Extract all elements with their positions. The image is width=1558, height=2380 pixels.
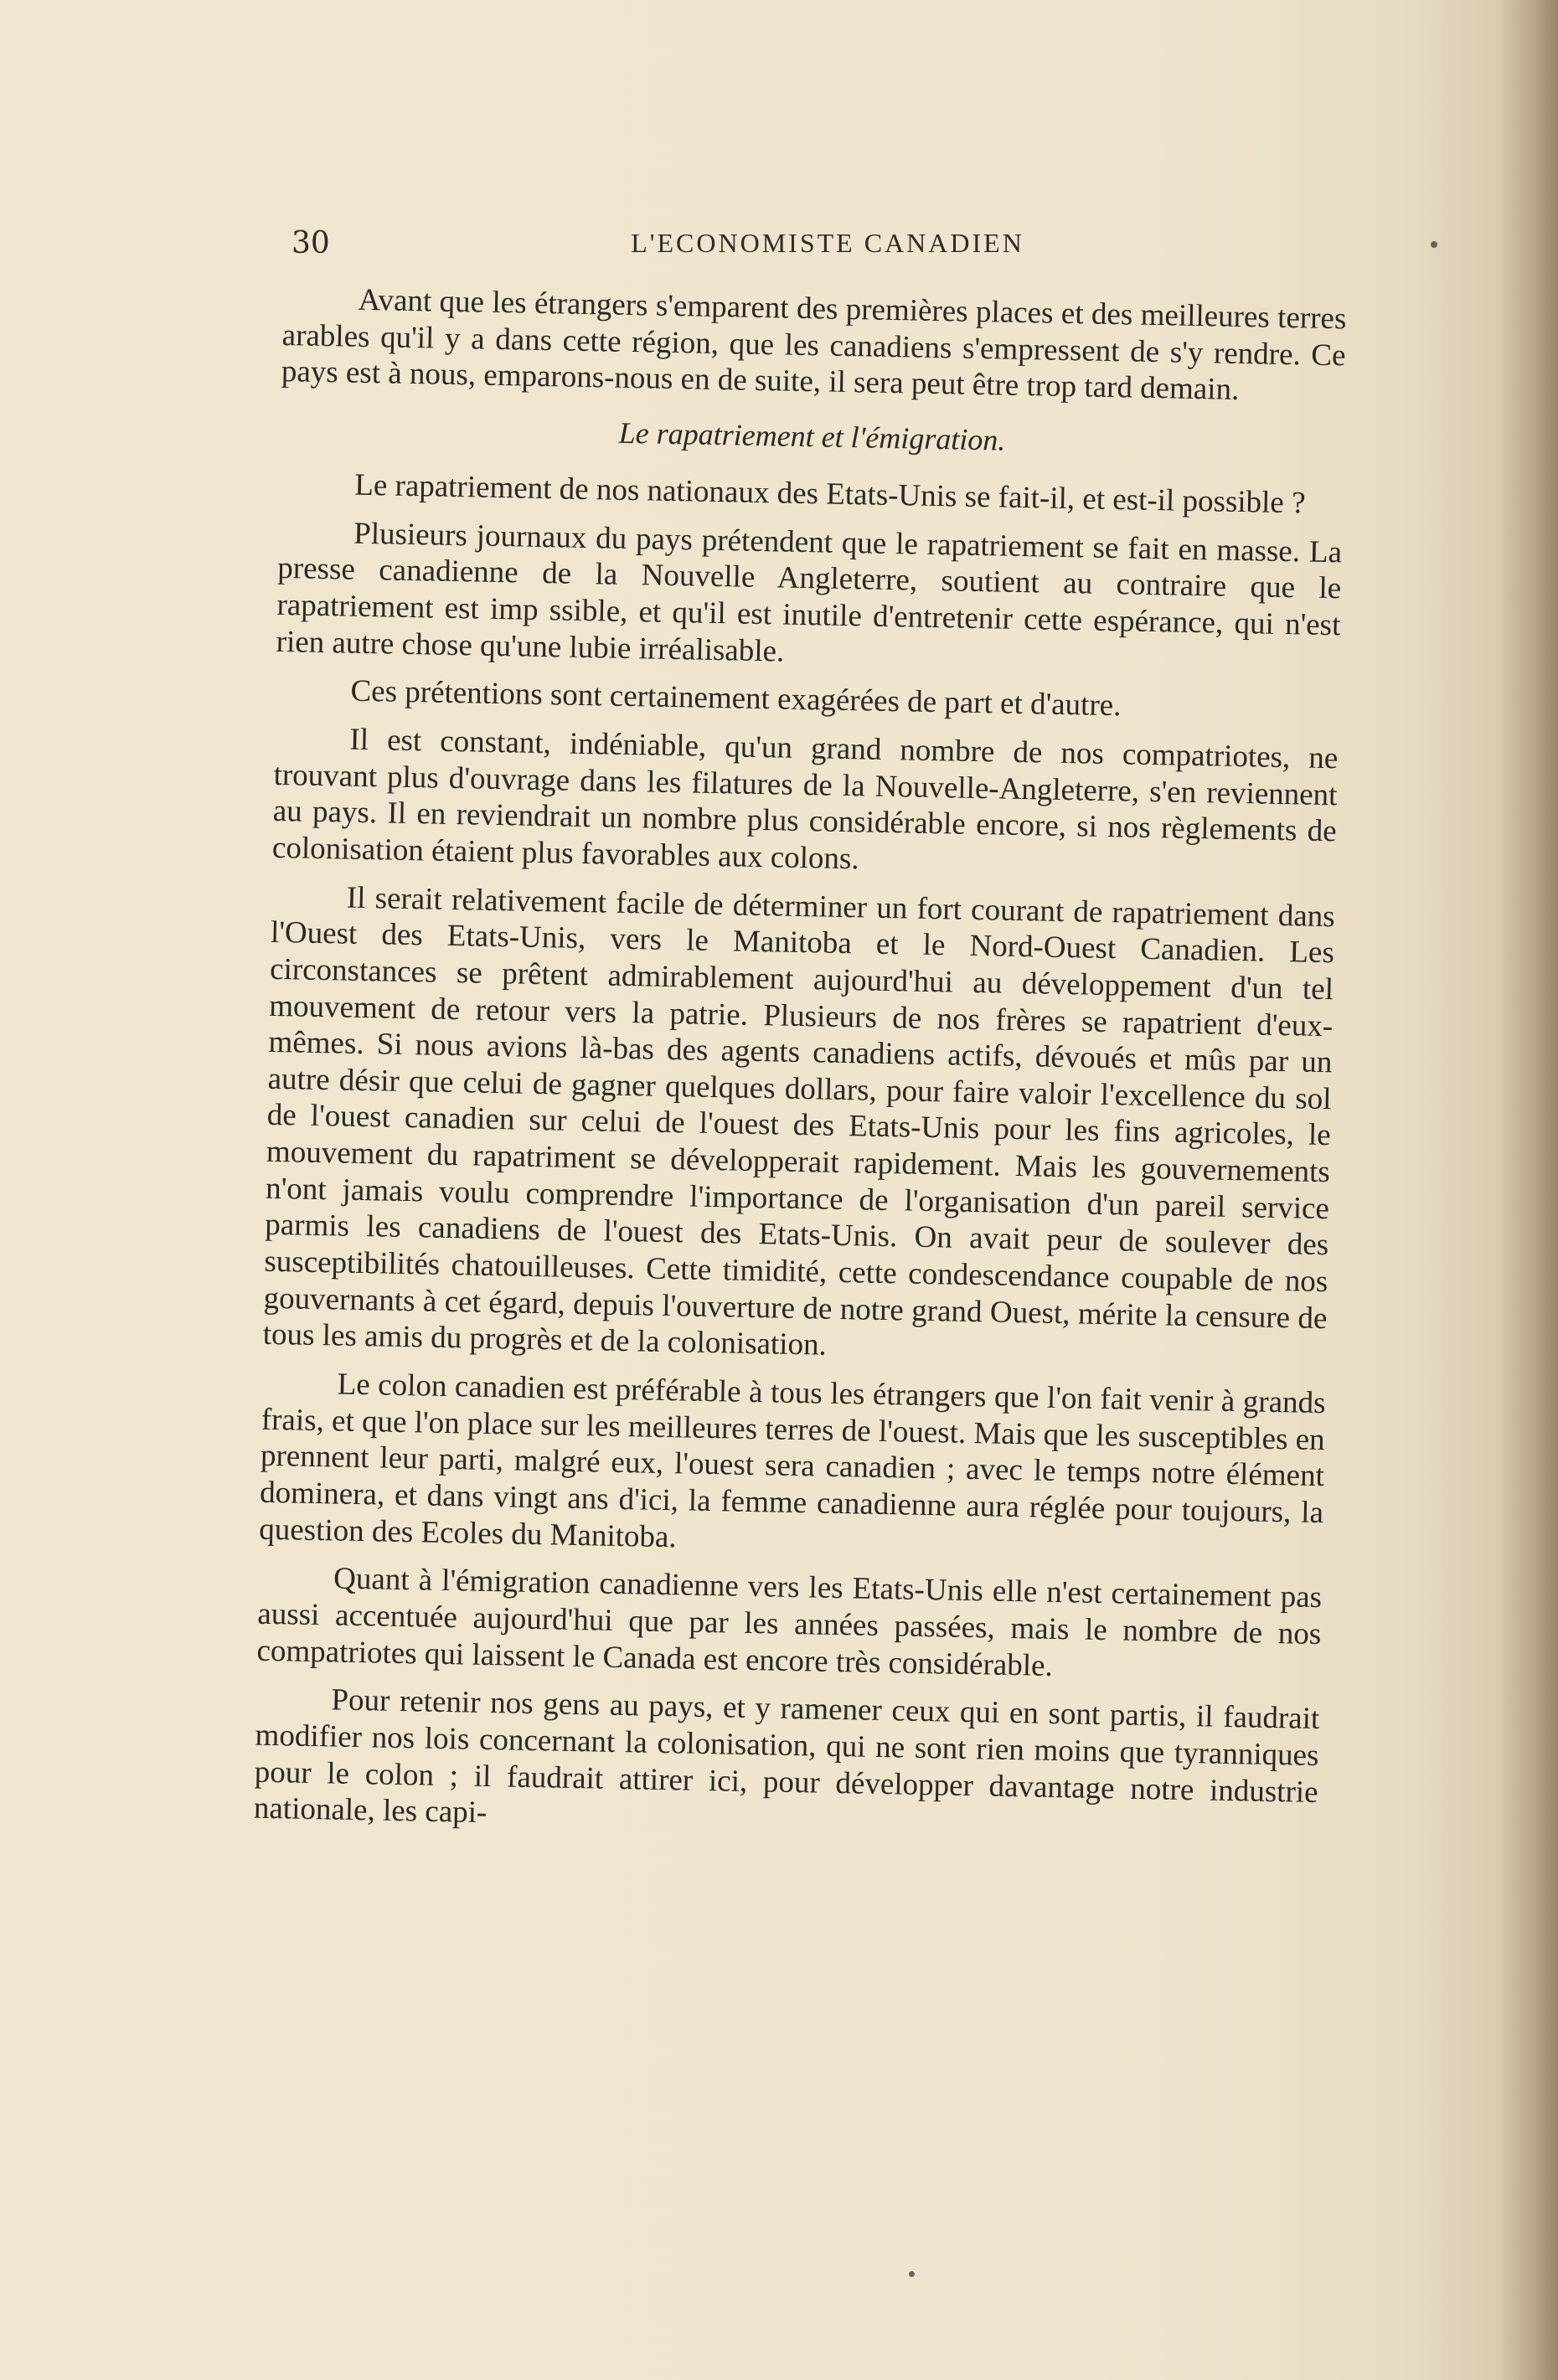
page-number: 30 bbox=[291, 226, 330, 260]
paragraph: Il serait relativement facile de déterminer un fort courant de rapatriement dans l'Ouest des Etats-Unis, vers le Manitoba et le Nord-Ouest Canadien. Les circonstances se prêtent admirablement aujourd'hui au développement d'un tel mouvement de retour vers la patrie. Plusieurs de nos frères se rapatrient d'eux-mêmes. Si nous avions là-bas des agents canadiens actifs, dévoués et mûs par un autre désir que celui de gagner quelques dollars, pour faire valoir l'excellence du sol de l'ouest canadien sur celui de l'ouest des Etats-Unis pour les fins agricoles, le mouvement du rapatriment se développerait rapidement. Mais les gouvernements n'ont jamais voulu comprendre l'importance de l'organisation d'un pareil service parmis les canadiens de l'ouest des Etats-Unis. On avait peur de soulever des susceptibilités chatouilleuses. Cette timidité, cette condescendance coupable de nos gouvernants à cet égard, depuis l'ouverture de notre grand Ouest, mérite la censure de tous les amis du progrès et de la colonisation. bbox=[262, 880, 1336, 1363]
paragraph: Le colon canadien est préférable à tous les étrangers que l'on fait venir à grands frais, et que l'on place sur les meilleures terres de l'ouest. Mais que les susceptibles en prennent leur parti, malgré eux, l'ouest sera canadien ; avec le temps notre élément dominera, et dans vingt ans d'ici, la femme canadienne aura réglée pour toujours, la question des Ecoles du Manitoba. bbox=[258, 1367, 1326, 1554]
page-header bbox=[291, 226, 1364, 268]
paragraph: Plusieurs journaux du pays prétendent que le rapatriement se fait en masse. La presse canadienne de la Nouvelle Angleterre, soutient au contraire que le rapatriement est imp ssible, et qu'il est inutile d'entretenir cette espérance, qui n'est rien autre chose qu'une lubie irréalisable. bbox=[276, 516, 1343, 669]
paragraph: Avant que les étrangers s'emparent des premières places et des meilleures terres arables qu'il y a dans cette région, que les canadiens s'empressent de s'y rendre. Ce pays est à nous, emparons-nous en de suite, il sera peut être trop tard demain. bbox=[281, 282, 1347, 408]
running-head: L'ECONOMISTE CANADIEN bbox=[631, 228, 1024, 258]
paragraph: Quant à l'émigration canadienne vers les Etats-Unis elle n'est certainement pas aussi accentuée aujourd'hui que par les années passées, mais le nombre de nos compatriotes qui laissent le Canada est encore très considérable. bbox=[256, 1561, 1323, 1683]
paragraph: Il est constant, indéniable, qu'un grand nombre de nos compatriotes, ne trouvant plus d'ouvrage dans les filatures de la Nouvelle-Angleterre, s'en reviennent au pays. Il en reviendrait un nombre plus considérable encore, si nos règlements de colonisation étaient plus favorables aux colons. bbox=[271, 722, 1339, 877]
ink-speck bbox=[1431, 241, 1437, 248]
ink-speck bbox=[909, 2271, 915, 2277]
paragraph: Pour retenir nos gens au pays, et y ramener ceux qui en sont partis, il faudrait modifier nos lois concernant la colonisation, qui ne sont rien moins que tyranniques pour le colon ; il faudrait attirer ici, pour développer davantage notre industrie nationale, les capi- bbox=[253, 1682, 1320, 1831]
page-spine-shadow bbox=[1499, 0, 1558, 2380]
paragraph: Le rapatriement de nos nationaux des Etats-Unis se fait-il, et est-il possible ? bbox=[353, 467, 1306, 521]
body-text bbox=[253, 281, 1346, 1859]
paragraph: Ces prétentions sont certainement exagérées de part et d'autre. bbox=[350, 673, 1122, 724]
section-title: Le rapatriement et l'émigration. bbox=[618, 415, 1006, 457]
